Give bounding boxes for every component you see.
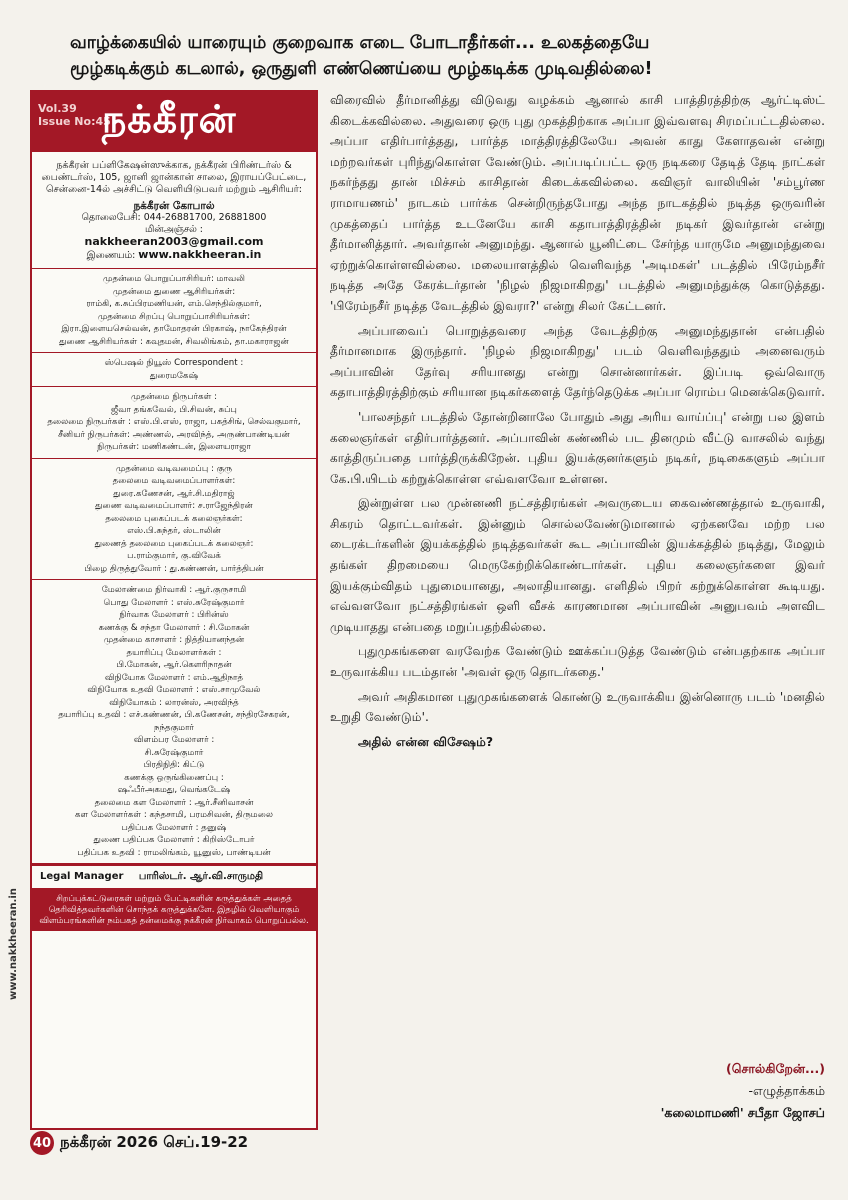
continued-note: (சொல்கிறேன்...) xyxy=(726,1061,825,1076)
staff-line: பி.மோகன், ஆர்.கௌரிநாதன் xyxy=(116,660,232,670)
staff-line: முதன்மை சிறப்பு பொறுப்பாசிரியர்கள்: xyxy=(97,311,251,322)
signoff xyxy=(500,1058,825,1124)
masthead-header xyxy=(32,92,316,152)
email-label: மின்அஞ்சல் : xyxy=(145,224,203,235)
staff-line: விநியோக உதவி மேலாளர் : எஸ்.சாமுவேல் xyxy=(87,685,261,695)
staff-line: ஜீவா தங்கவேல், பி.சிவன், சுப்பு xyxy=(111,404,237,415)
publisher-info xyxy=(32,152,316,269)
staff-line: ராம்கி, க.சுப்பிரமணியன், எம்.செந்தில்குமார், xyxy=(86,299,262,309)
staff-line: கள மேலாளர்கள் : கந்தசாமி, பரமசிவன், திருமலை xyxy=(75,810,273,820)
article-paragraph: அதில் என்ன விசேஷம்? xyxy=(358,734,494,749)
staff-line: தலைமை புகைப்படக் கலைஞர்கள்: xyxy=(105,513,243,524)
staff-line: பதிப்பக மேலாளர் : தனுஷ் xyxy=(121,822,227,833)
editor-name: நக்கீரன் கோபால் xyxy=(133,200,215,212)
staff-line: துணைத் தலைமை புகைப்படக் கலைஞர்: xyxy=(94,538,254,549)
staff-line: ஸ்பெஷல் நியூஸ் Correspondent : xyxy=(104,358,244,368)
staff-line: சீனியர் நிருபர்கள்: அண்ணல், அரவிந்த், அருண்பாண்டியன் xyxy=(58,429,290,440)
article-paragraph: அப்பாவைப் பொறுத்தவரை அந்த வேடத்திற்கு அனுமந்துதான் என்பதில் தீர்மானமாக இருந்தார். 'நிழல் நிஜமாகிறது' படம் வெளிவந்ததும் அனைவரும் அப்பாவின் தேர்வு சரியானது என்று சொன்னார்கள். இப்படி ஒவ்வொரு கதாபாத்திரத்திற்கும் சரியான நடிகர்களைத் தேர்ந்தெடுக்க அப்பா ரொம்ப மெனக்கெடுவார். xyxy=(330,323,825,400)
article-paragraph: 'பாலசந்தர் படத்தில் தோன்றினாலே போதும் அது அரிய வாய்ப்பு' என்று பல இளம் கலைஞர்கள் எதிர்பார்த்தனர். அப்பாவின் கண்ணில் பட தினமும் வீட்டு வாசலில் வந்து காத்திருப்பதை பார்த்திருக்கிறேன். புதிய இயக்குனர்களும் நடிகர், நடிகைகளும் அப்பா கே.பி.யிடம் கற்றுக்கொள்ள எவ்வளவோ உள்ளன. xyxy=(330,409,825,486)
staff-line: எஸ்.பி.சுந்தர், ஸ்டாலின் xyxy=(127,526,221,536)
staff-line: துணை ஆசிரியர்கள் : கவுதமன், சிவலிங்கம், தா.மகாராஜன் xyxy=(59,336,289,347)
phone: தொலைபேசி: 044-26881700, 26881800 xyxy=(81,212,267,223)
quote-line-2: மூழ்கடிக்கும் கடலால், ஒருதுளி எண்ணெய்யை மூழ்கடிக்க முடிவதில்லை! xyxy=(70,59,653,79)
staff-line: விநியோக மேலாளர் : எம்.ஆதிநாத் xyxy=(104,672,244,683)
staff-line: கணக்கு ஒருங்கிணைப்பு : xyxy=(124,772,224,783)
staff-section xyxy=(32,353,316,387)
disclaimer: சிறப்புக்கட்டுரைகள் மற்றும் பேட்டிகளின் கருத்துக்கள் அதைத் தெரிவித்தவர்களின் சொந்தக் கருத்துக்களே. இதழில் வெளியாகும் விளம்பரங்களின் நம்பகத் தன்மைக்கு நக்கீரன் நிர்வாகம் பொறுப்பல்ல. xyxy=(32,890,316,931)
legal-manager xyxy=(32,864,316,890)
publisher-text: நக்கீரன் பப்ளிகேஷன்ஸுக்காக, நக்கீரன் பிரிண்டர்ஸ் & பைண்டர்ஸ், 105, ஜானி ஜான்கான் சாலை, இராயப்பேட்டை, சென்னை-14ல் அச்சிட்டு வெளியிடுபவர் மற்றும் ஆசிரியர்: xyxy=(41,160,307,195)
staff-line: ப.ராம்குமார், கு.விவேக் xyxy=(127,551,221,561)
quote-line-1: வாழ்க்கையில் யாரையும் குறைவாக எடை போடாதீர்கள்... உலகத்தையே xyxy=(70,33,650,53)
magazine-logo: நக்கீரன் xyxy=(102,96,237,141)
staff-line: ஷஃபீர்அகமது, வெங்கடேஷ் xyxy=(117,785,231,795)
staff-section xyxy=(32,580,316,864)
volume-info xyxy=(38,102,111,128)
quote-banner xyxy=(70,30,830,82)
credit-line: -எழுத்தாக்கம் xyxy=(748,1083,825,1098)
staff-line: தலைமை வடிவமைப்பாளர்கள்: xyxy=(112,476,236,486)
staff-line: முதன்மை காசாளர் : நித்தியானந்தன் xyxy=(103,635,245,645)
staff-line: துணை வடிவமைப்பாளர்: ச.ராஜேந்திரன் xyxy=(95,501,253,511)
staff-line: நிருபர்கள்: மணிகண்டன், இளையராஜா xyxy=(97,442,251,452)
article-paragraph: இன்றுள்ள பல முன்னணி நட்சத்திரங்கள் அவருடைய கைவண்ணத்தால் உருவாகி, சிகரம் தொட்டவர்கள். இன்னும் சொல்லவேண்டுமானால் ஏற்கனவே மற்ற பல டைரக்டர்களின் இயக்கத்தில் நடித்தவர்கள் கூட அப்பாவின் இயக்கத்தில் நடித்து, மேலும் தங்கள் திறமையை மெருகேற்றிக்கொண்டார்கள். புதிய கலைஞர்களை இவர் இயக்கும்விதம் புதுமையானது, அலாதியானது. எளிதில் பிறர் கற்றுக்கொள்ள கூடியது. எவ்வளவோ நட்சத்திரங்கள் ஒளி வீசக் காரணமான அப்பாவின் அனுபவம் அளவிட முடியாதது என்பதை மறுப்பதற்கில்லை. xyxy=(330,496,825,634)
staff-line: துரைமகேஷ் xyxy=(149,370,199,381)
staff-line: பிரதிநிதி: கிட்டு xyxy=(143,760,205,770)
staff-list xyxy=(32,269,316,864)
issue: Issue No:45 xyxy=(38,115,111,128)
staff-line: தலைமை நிருபர்கள் : எஸ்.பி.எஸ், ராஜா, பகத்சிங், செல்வகுமார், xyxy=(47,417,301,427)
web-label: இணையம்: xyxy=(86,250,136,261)
masthead-sidebar xyxy=(30,90,318,1130)
author-title: 'கலைமாமணி' xyxy=(660,1105,744,1120)
web-link[interactable]: www.nakkheeran.in xyxy=(138,248,262,261)
staff-line: இரா.இளையசெல்வன், தாமோதரன் பிரகாஷ், நாகேந்திரன் xyxy=(61,324,287,334)
staff-line: முதன்மை துணை ஆசிரியர்கள்: xyxy=(112,286,236,297)
page-number: 40 xyxy=(30,1131,54,1155)
article-body xyxy=(330,90,825,756)
vertical-website: www.nakkheeran.in xyxy=(8,888,19,1000)
staff-line: பிழை திருத்துவோர் : து.கண்ணன், பார்த்திபன் xyxy=(84,563,264,574)
legal-label: Legal Manager xyxy=(40,871,124,882)
page-footer xyxy=(30,1130,248,1156)
staff-line: விநியோகம் : லாரன்ஸ், அரவிந்த் xyxy=(109,697,239,708)
staff-line: தலைமை கள மேலாளர் : ஆர்.சீனிவாசன் xyxy=(94,797,254,808)
staff-line: முதன்மை வடிவமைப்பு : குரு xyxy=(115,463,233,474)
email-link[interactable]: nakkheeran2003@gmail.com xyxy=(84,235,264,248)
article-paragraph: விரைவில் தீர்மானித்து விடுவது வழக்கம் ஆனால் காசி பாத்திரத்திற்கு ஆர்ட்டிஸ்ட் கிடைக்கவில்லை. அதுவரை ஒரு புது முகத்திற்காக அப்பா இவ்வளவு சிரமப்பட்டதில்லை. அப்பா எதிர்பார்த்தது, பார்த்த மாத்திரத்திலேயே அவன் காது கேளாதவன் என்று மற்றவர்கள் புரிந்துகொள்ள வேண்டும். அப்படிப்பட்ட ஒரு நடிகரை தேடித் தேடி நாட்கள் நகர்ந்தது தான் மிச்சம் காசிதான் கிடைக்கவில்லை. கவிஞர் வாலியின் 'சம்பூர்ண ராமாயணம்' நாடகம் பார்க்க சென்றிருந்தபோது அந்த நாடகத்தில் நடித்த ஒருவரின் முகத்தைப் பார்த்த உடனேயே காசி கதாபாத்திரத்தின் நடிகர் இவர்தான் என்று தீர்மானித்தார். அவர்தான் அனுமந்து. ஆனால் யூனிட்டை சேர்ந்த யாருமே அனுமந்துவை ஏற்றுக்கொள்ளவில்லை. மலையாளத்தில் வெளிவந்த 'அடிமகள்' படத்தில் பிரேம்நசீர் நடித்த அதே கேரக்டர்தான் 'நிழல் நிஜமாகிறது' படத்தில் அனுமந்துக்கு கொடுத்தது. 'பிரேம்நசீர் நடித்த வேடத்தில் இவரா?' என்று சிலர் கேட்டனர். xyxy=(330,93,825,313)
staff-line: பதிப்பக உதவி : ராமலிங்கம், யூனுஸ், பாண்டியன் xyxy=(77,847,271,858)
article-paragraph: அவர் அதிகமான புதுமுகங்களைக் கொண்டு உருவாக்கிய இன்னொரு படம் 'மனதில் உறுதி வேண்டும்'. xyxy=(330,689,825,725)
staff-line: தயாரிப்பு மேலாளர்கள் : xyxy=(126,647,222,658)
volume: Vol.39 xyxy=(38,102,77,115)
staff-line: துணை பதிப்பக மேலாளர் : கிறிஸ்டோபர் xyxy=(93,835,255,845)
staff-section xyxy=(32,269,316,353)
staff-section xyxy=(32,459,316,581)
staff-section xyxy=(32,387,316,459)
staff-line: சி.சுரேஷ்குமார் xyxy=(144,747,204,758)
staff-line: கணக்கு & சந்தா மேலாளர் : சி.மோகன் xyxy=(98,622,250,633)
staff-line: முதன்மை பொறுப்பாசிரியர்: மாவலி xyxy=(102,274,246,284)
author-name: சபீதா ஜோசப் xyxy=(747,1105,825,1120)
staff-line: துரை.கணேசன், ஆர்.சி.மதிராஜ் xyxy=(113,488,235,499)
staff-line: முதன்மை நிருபர்கள் : xyxy=(130,392,218,402)
staff-line: நிர்வாக மேலாளர் : பிரின்ஸ் xyxy=(119,610,229,620)
legal-value: பாரிஸ்டர். ஆர்.வி.சாருமதி xyxy=(138,871,264,882)
staff-line: தயாரிப்பு உதவி : எச்.கண்ணன், பி.கணேசன், சந்திரசேகரன், நந்தகுமார் xyxy=(58,710,290,733)
staff-line: விளம்பர மேலாளர் : xyxy=(133,735,215,745)
article-paragraph: புதுமுகங்களை வரவேற்க வேண்டும் ஊக்கப்படுத்த வேண்டும் என்பதற்காக அப்பா உருவாக்கிய படம்தான் 'அவள் ஒரு தொடர்கதை.' xyxy=(330,644,825,680)
staff-line: மேலாண்மை நிர்வாகி : ஆர்.குருசாமி xyxy=(101,585,247,595)
staff-line: பொது மேலாளர் : எஸ்.சுரேஷ்குமார் xyxy=(103,597,245,608)
footer-text: நக்கீரன் 2026 செப்.19-22 xyxy=(60,1133,249,1151)
